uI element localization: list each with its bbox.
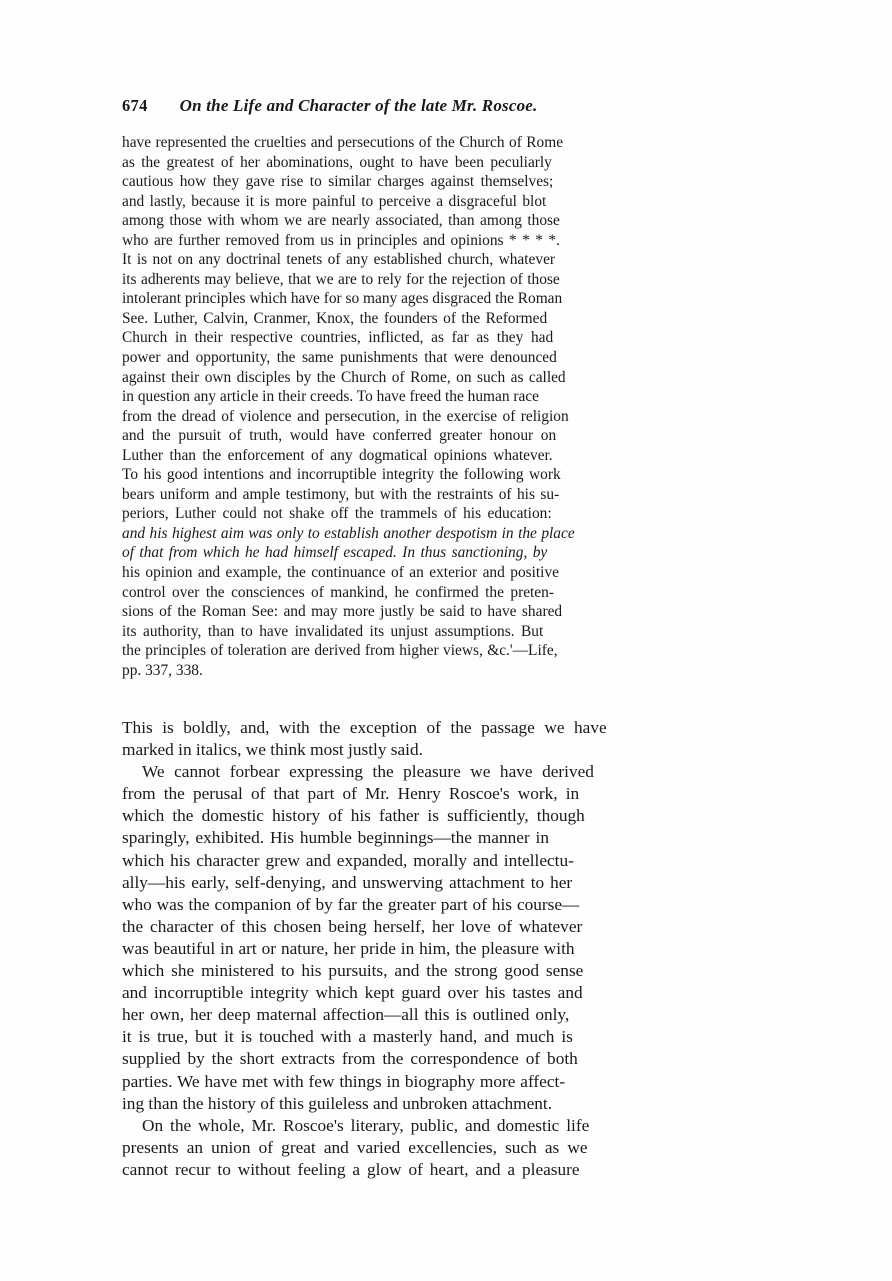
text-line: power and opportunity, the same punishments that were denounced — [122, 349, 557, 367]
text-line: bears uniform and ample testimony, but with the restraints of his su- — [122, 485, 560, 503]
italic-emphasis-line: and his highest aim was only to establish another despotism in the place — [122, 524, 575, 542]
quoted-extract-block — [122, 133, 779, 680]
text-line: against their own disciples by the Church of Rome, on such as called — [122, 368, 566, 386]
running-title: On the Life and Character of the late Mr. Roscoe. — [179, 96, 538, 115]
text-line: its authority, than to have invalidated its unjust assumptions. But — [122, 622, 544, 640]
text-line: in question any article in their creeds. To have freed the human race — [122, 388, 540, 406]
text-line: and incorruptible integrity which kept guard over his tastes and — [122, 983, 583, 1003]
text-line: her own, her deep maternal affection—all this is outlined only, — [122, 1005, 570, 1025]
running-head — [122, 96, 782, 118]
paragraph-opening-line: On the whole, Mr. Roscoe's literary, public, and domestic life — [142, 1115, 590, 1135]
text-line: have represented the cruelties and persecutions of the Church of Rome — [122, 134, 564, 151]
text-line: supplied by the short extracts from the correspondence of both — [122, 1049, 578, 1069]
paragraph-opening-line: We cannot forbear expressing the pleasure we have derived — [142, 762, 594, 782]
text-line: marked in italics, we think most justly said. — [122, 740, 423, 760]
text-line: Luther than the enforcement of any dogmatical opinions whatever. — [122, 446, 553, 464]
text-line: which his character grew and expanded, morally and intellectu- — [122, 850, 574, 870]
text-line: his opinion and example, the continuance of an exterior and positive — [122, 564, 559, 582]
text-line: See. Luther, Calvin, Cranmer, Knox, the founders of the Reformed — [122, 309, 548, 327]
text-line: as the greatest of her abominations, ought to have been peculiarly — [122, 153, 552, 171]
italic-emphasis-line: of that from which he had himself escaped. In thus sanctioning, by — [122, 544, 548, 562]
text-line: and lastly, because it is more painful to perceive a disgraceful blot — [122, 192, 547, 210]
text-line: from the perusal of that part of Mr. Henry Roscoe's work, in — [122, 784, 580, 804]
text-line: which the domestic history of his father is sufficiently, though — [122, 806, 585, 826]
page-folio-number: 674 — [122, 96, 148, 115]
text-line: cautious how they gave rise to similar charges against themselves; — [122, 173, 554, 191]
text-line: which she ministered to his pursuits, and the strong good sense — [122, 961, 584, 981]
text-line: its adherents may believe, that we are to rely for the rejection of those — [122, 270, 560, 288]
text-line: the character of this chosen being herself, her love of whatever — [122, 916, 583, 936]
text-line: control over the consciences of mankind, he confirmed the preten- — [122, 583, 554, 601]
text-line: it is true, but it is touched with a masterly hand, and much is — [122, 1027, 573, 1047]
text-line: periors, Luther could not shake off the trammels of his education: — [122, 505, 552, 523]
text-line: Church in their respective countries, inflicted, as far as they had — [122, 329, 554, 347]
citation-line: the principles of toleration are derived from higher views, &c.'—Life, — [122, 642, 558, 660]
text-line: was beautiful in art or nature, her pride in him, the pleasure with — [122, 938, 575, 958]
text-line: This is boldly, and, with the exception of the passage we have — [122, 718, 607, 737]
text-line: and the pursuit of truth, would have conferred greater honour on — [122, 427, 557, 445]
citation-pages-line: pp. 337, 338. — [122, 661, 203, 679]
text-line: sions of the Roman See: and may more justly be said to have shared — [122, 603, 563, 621]
text-line: ing than the history of this guileless and unbroken attachment. — [122, 1093, 553, 1113]
text-line: cannot recur to without feeling a glow of heart, and a pleasure — [122, 1159, 580, 1179]
text-line: from the dread of violence and persecution, in the exercise of religion — [122, 407, 569, 425]
commentary-block — [122, 717, 779, 1181]
text-line: ally—his early, self-denying, and unswerving attachment to her — [122, 872, 573, 892]
text-line: It is not on any doctrinal tenets of any established church, whatever — [122, 251, 556, 269]
text-line-with-asterisks: who are further removed from us in principles and opinions * * * *. — [122, 231, 560, 249]
text-line: among those with whom we are nearly associated, than among those — [122, 212, 560, 230]
text-line: presents an union of great and varied excellencies, such as we — [122, 1137, 588, 1157]
text-line: intolerant principles which have for so many ages disgraced the Roman — [122, 290, 563, 308]
text-line: To his good intentions and incorruptible integrity the following work — [122, 466, 561, 484]
text-line: sparingly, exhibited. His humble beginnings—the manner in — [122, 828, 549, 848]
text-line: who was the companion of by far the greater part of his course— — [122, 894, 580, 914]
text-line: parties. We have met with few things in biography more affect- — [122, 1071, 566, 1091]
